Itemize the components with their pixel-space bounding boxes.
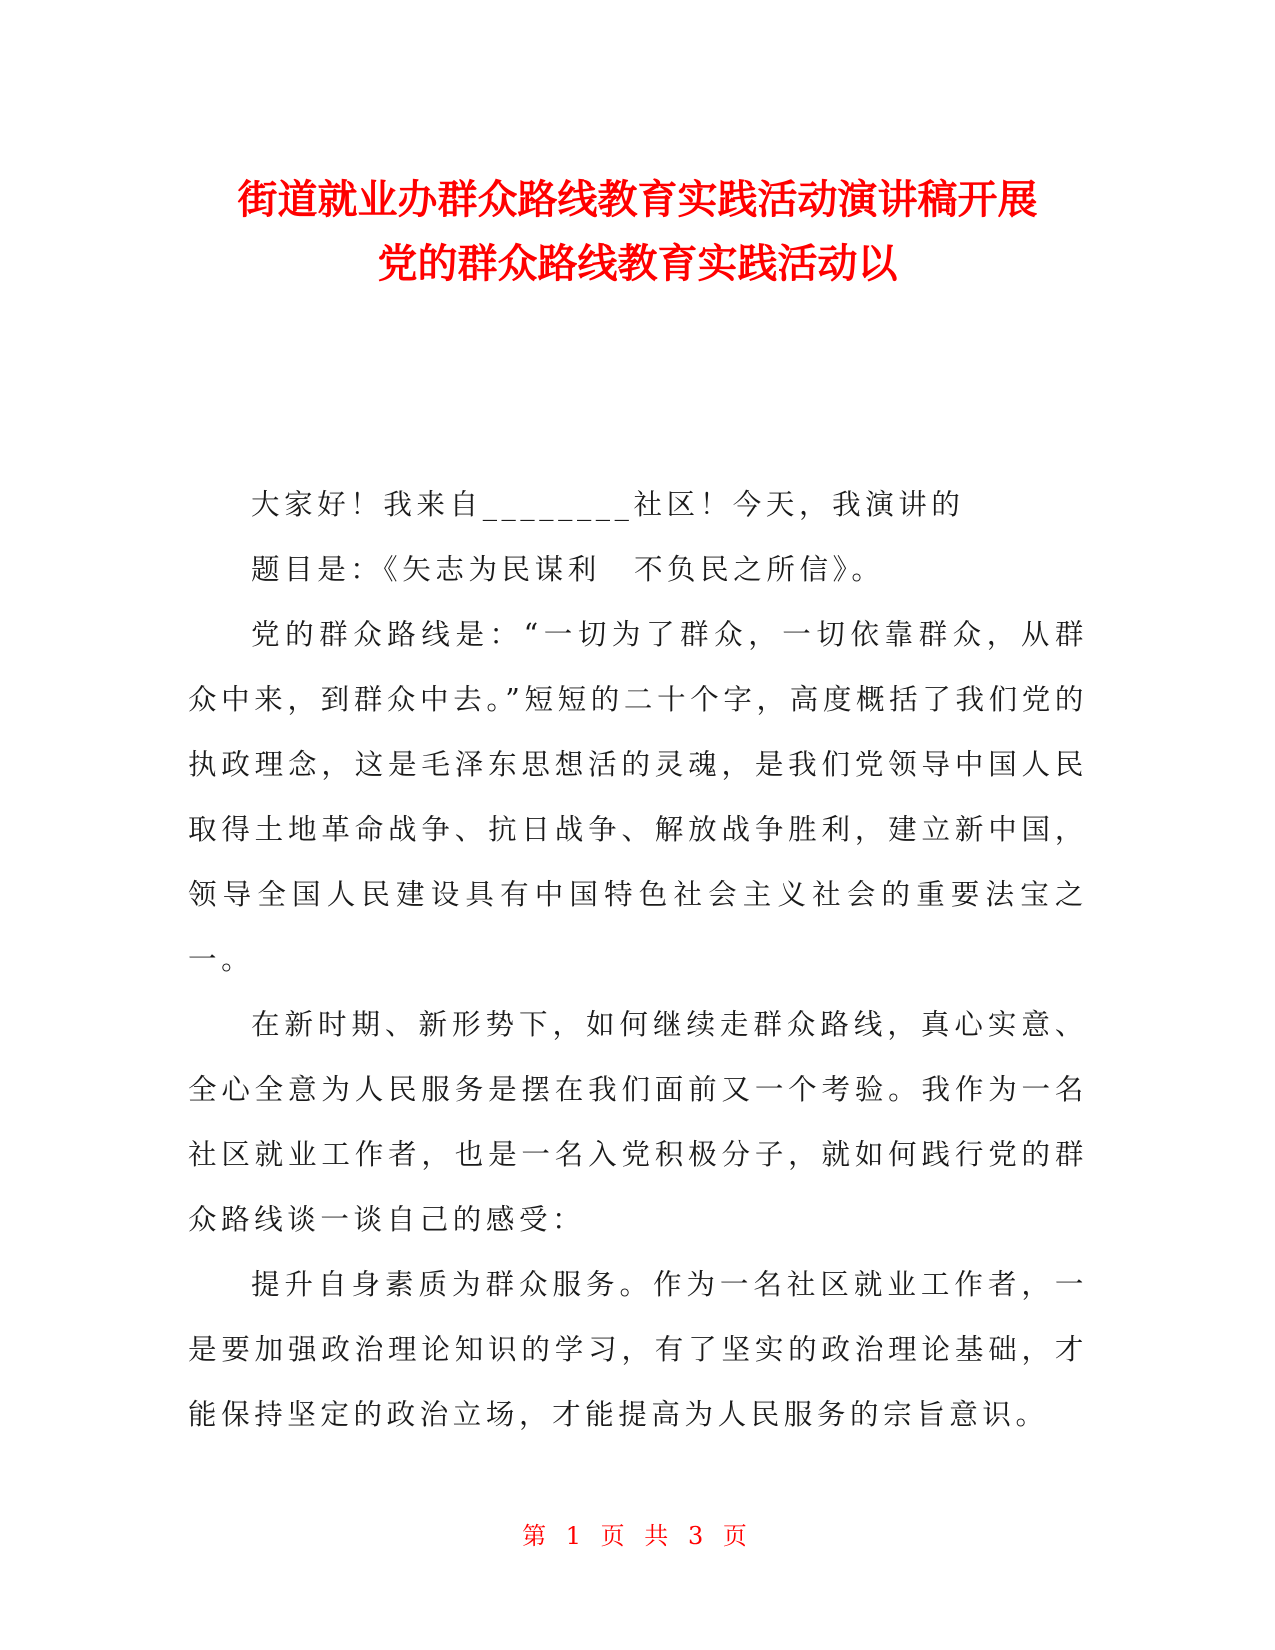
paragraph-self-improvement: 提升自身素质为群众服务。作为一名社区就业工作者，一是要加强政治理论知识的学习，有了坚实的政治理论基础，才能保持坚定的政治立场，才能提高为人民服务的宗旨意识。 [188,1268,1088,1431]
paragraph-mass-line: 党的群众路线是：“一切为了群众，一切依靠群众，从群众中来，到群众中去。”短短的二十个字，高度概括了我们党的执政理念，这是毛泽东思想活的灵魂，是我们党领导中国人民取得土地革命战争、抗日战争、解放战争胜利，建立新中国，领导全国人民建设具有中国特色社会主义社会的重要法宝之一。 [188,618,1088,976]
title-line-1: 街道就业办群众路线教育实践活动演讲稿开展 [237,177,1038,223]
document-body [188,472,1088,1447]
page-number-footer: 第 1 页 共 3 页 [522,1522,753,1550]
paragraph-new-era: 在新时期、新形势下，如何继续走群众路线，真心实意、全心全意为人民服务是摆在我们面前又一个考验。我作为一名社区就业工作者，也是一名入党积极分子，就如何践行党的群众路线谈一谈自己的感受： [188,1008,1088,1236]
paragraph-topic: 题目是：《矢志为民谋利 不负民之所信》。 [251,553,885,586]
paragraph-greeting: 大家好！我来自________社区！今天，我演讲的 [251,488,965,521]
document-title [150,168,1125,296]
title-line-2: 党的群众路线教育实践活动以 [377,241,898,287]
